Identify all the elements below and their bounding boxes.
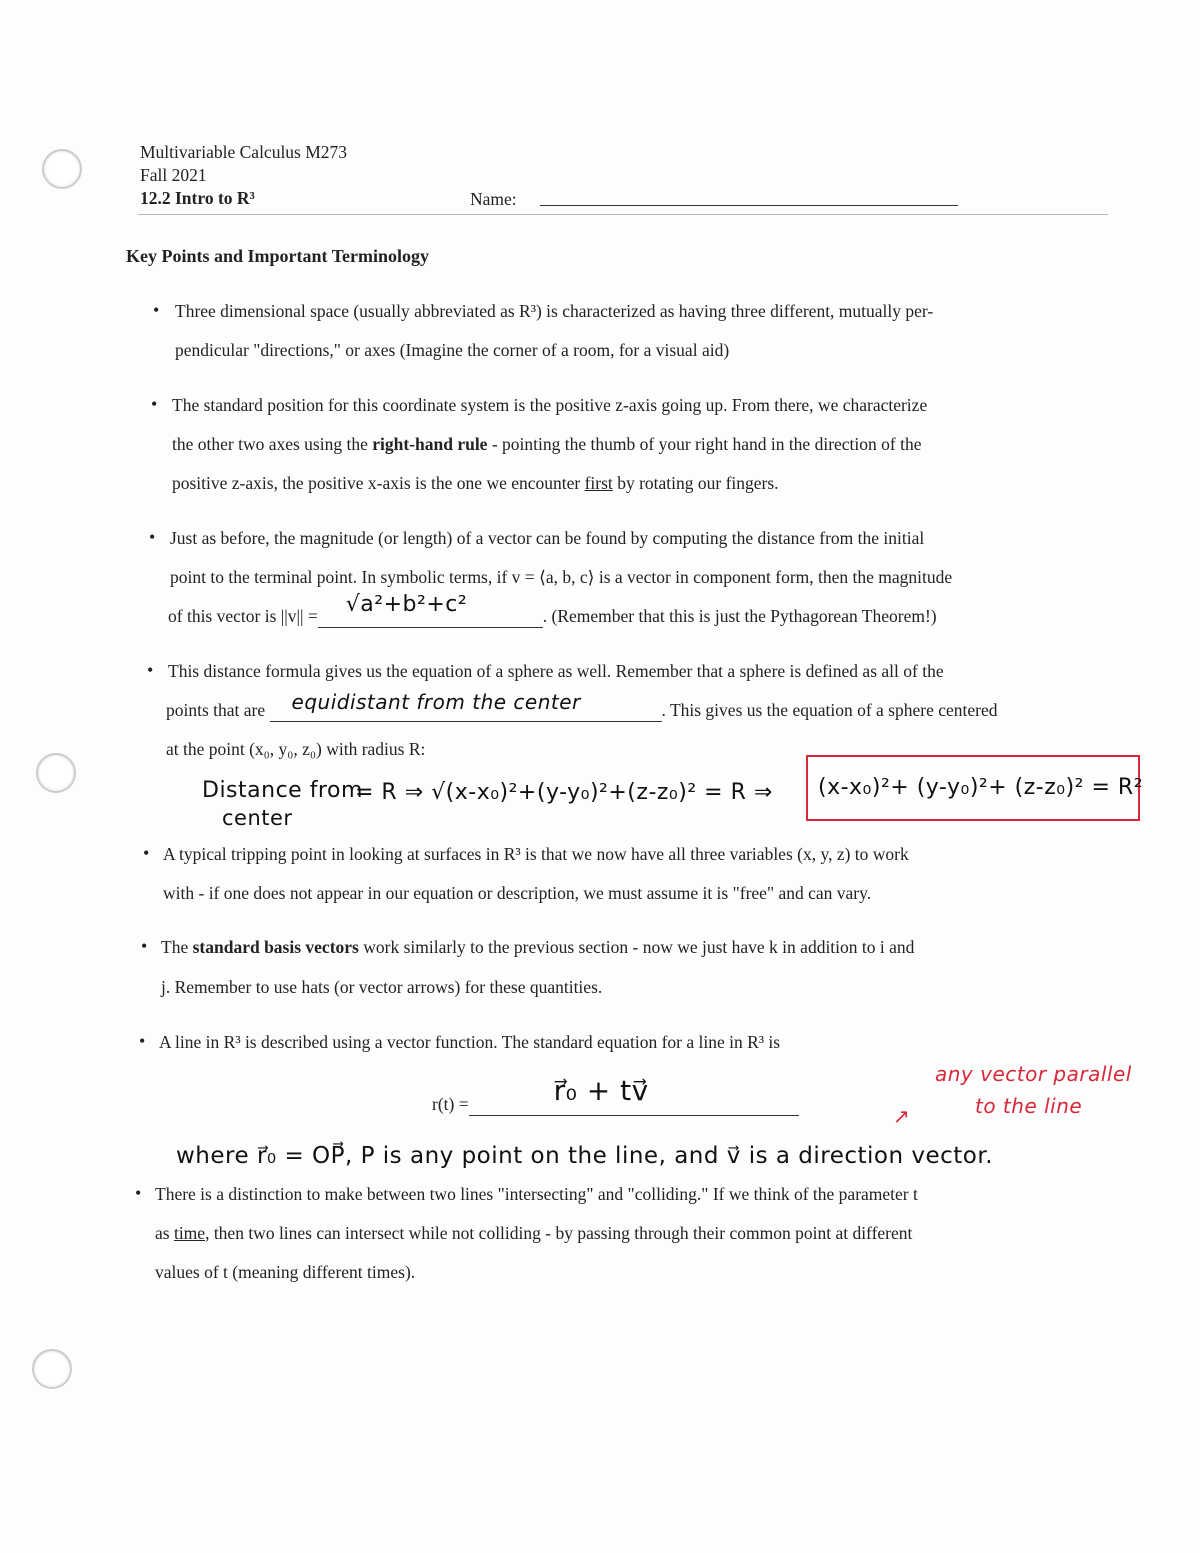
punch-hole — [36, 753, 76, 793]
text-line: j. Remember to use hats (or vector arrows) for these quantities. — [161, 977, 603, 997]
bullet: • — [147, 660, 154, 680]
text-line: point to the terminal point. In symbolic terms, if v = ⟨a, b, c⟩ is a vector in component form, then the magnitude — [170, 567, 953, 587]
arrow-icon: ↗ — [893, 1104, 911, 1128]
annotation-note: to the line — [975, 1094, 1083, 1118]
text-line: points that are equidistant from the center . This gives us the equation of a sphere centered — [166, 690, 998, 720]
text-line: at the point (x₀, y₀, z₀) with radius R: — [166, 739, 426, 759]
text-line: A typical tripping point in looking at surfaces in R³ is that we now have all three variables (x, y, z) to work — [163, 844, 909, 864]
text-line: with - if one does not appear in our equation or description, we must assume it is "free" and can vary. — [163, 883, 872, 903]
punch-hole — [42, 149, 82, 189]
text-line: positive z-axis, the positive x-axis is the one we encounter first by rotating our fingers. — [172, 473, 779, 493]
course-title: Multivariable Calculus M273 — [140, 142, 348, 162]
magnitude-answer: √a²+b²+c² — [345, 592, 468, 617]
annotation-note: any vector parallel — [935, 1062, 1132, 1086]
text-line: of this vector is ||v|| = √a²+b²+c² . (Remember that this is just the Pythagorean Theorem!) — [168, 592, 937, 626]
bullet: • — [151, 394, 158, 414]
bullet: • — [153, 300, 160, 320]
text-line: The standard position for this coordinate system is the positive z-axis going up. From there, we characterize — [172, 395, 928, 415]
text-line: as time, then two lines can intersect while not colliding - by passing through their common point at different — [155, 1223, 913, 1243]
text-line: Three dimensional space (usually abbreviated as R³) is characterized as having three different, mutually per- — [175, 301, 934, 321]
handwritten-center: center — [222, 806, 293, 830]
header-rule — [138, 214, 1108, 215]
text-line: Just as before, the magnitude (or length) of a vector can be found by computing the distance from the initial — [170, 528, 925, 548]
name-field[interactable] — [540, 205, 958, 206]
name-label: Name: — [470, 189, 517, 209]
sphere-equation: (x-x₀)²+ (y-y₀)²+ (z-z₀)² = R² — [818, 775, 1144, 800]
bullet: • — [143, 843, 150, 863]
text-line: pendicular "directions," or axes (Imagine the corner of a room, for a visual aid) — [175, 340, 730, 360]
line-equation: r(t) = r⃗₀ + tv⃗ — [432, 1094, 799, 1116]
sphere-answer: equidistant from the center — [291, 690, 581, 714]
sphere-equation-box — [806, 755, 1144, 821]
term: Fall 2021 — [140, 165, 207, 185]
text-line: A line in R³ is described using a vector function. The standard equation for a line in R³ is — [159, 1032, 781, 1052]
text-line: values of t (meaning different times). — [155, 1262, 416, 1282]
bullet: • — [135, 1183, 142, 1203]
bullet: • — [149, 527, 156, 547]
text-line: the other two axes using the right-hand rule - pointing the thumb of your right hand in the direction of the — [172, 434, 922, 454]
text-line: This distance formula gives us the equation of a sphere as well. Remember that a sphere is defined as all of the — [168, 661, 944, 681]
handwritten-distance-from: Distance from — [202, 778, 363, 803]
text-line: The standard basis vectors work similarly to the previous section - now we just have k in addition to i and — [161, 937, 915, 957]
bullet: • — [141, 936, 148, 956]
bullet: • — [139, 1031, 146, 1051]
line-equation-answer: r⃗₀ + tv⃗ — [553, 1074, 649, 1107]
handwritten-distance-equation: = R ⇒ √(x-x₀)²+(y-y₀)²+(z-z₀)² = R ⇒ — [355, 780, 773, 805]
text-line: There is a distinction to make between two lines "intersecting" and "colliding." If we think of the parameter t — [155, 1184, 918, 1204]
section-title: 12.2 Intro to R³ — [140, 188, 255, 208]
section-heading: Key Points and Important Terminology — [126, 246, 430, 266]
handwritten-where: where r⃗₀ = OP⃗, P is any point on the line, and v⃗ is a direction vector. — [176, 1143, 994, 1169]
punch-hole — [32, 1349, 72, 1389]
